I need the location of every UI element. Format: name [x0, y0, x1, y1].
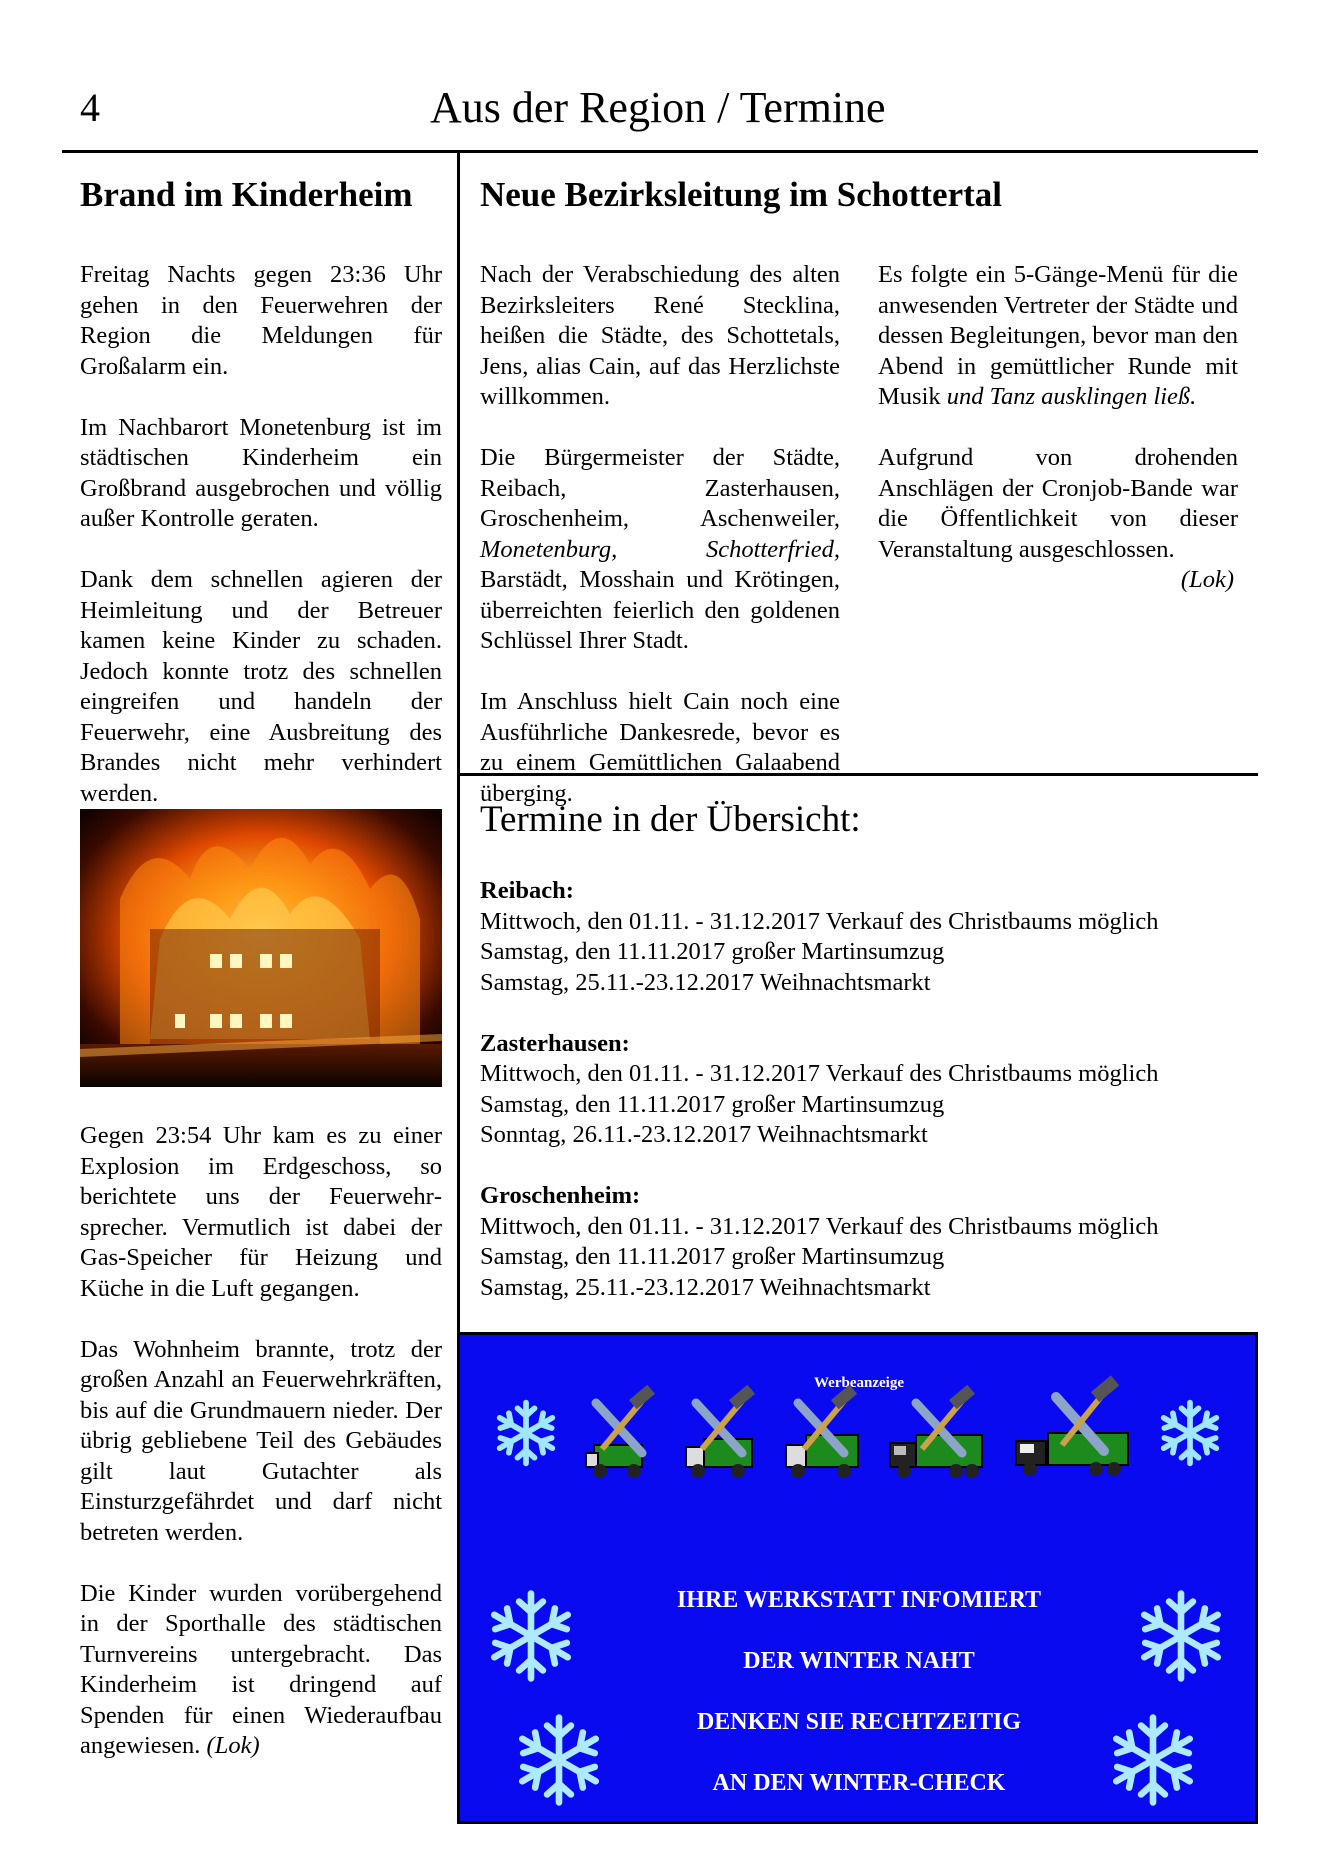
event-item: Mittwoch, den 01.11. - 31.12.2017 Verkauf des Christbaums möglich	[480, 1060, 1159, 1087]
advertisement-box	[460, 1335, 1258, 1824]
article-paragraph: Im Nachbarort Monetenburg ist im städtischen Kinderheim ein Großbrand ausgebrochen und völlig außer Kontrolle geraten.	[80, 413, 442, 532]
event-item: Samstag, 25.11.-23.12.2017 Weihnachtsmarkt	[480, 1273, 931, 1301]
town-name: Groschenheim:	[480, 1182, 641, 1209]
article-paragraph: Es folgte ein 5-Gänge-Menü für die anwesenden Vertreter der Städte und dessen Begleitungen, bevor man den Abend in gemüttlicher Runde mit Musik und Tanz ausklingen ließ.	[878, 261, 1238, 410]
ad-text-line: IHRE WERKSTATT INFOMIERT	[676, 1587, 1042, 1613]
article-signature: (Lok)	[206, 1732, 260, 1759]
snowflake-icon	[1152, 1395, 1228, 1471]
article-fire-body-continued	[80, 1121, 442, 1762]
event-item: Mittwoch, den 01.11. - 31.12.2017 Verkauf des Christbaums möglich	[480, 1212, 1159, 1240]
header-rule	[62, 150, 1258, 153]
termine-title: Termine in der Übersicht:	[480, 799, 861, 840]
wrench-hammer-truck-icon	[782, 1383, 862, 1483]
town-block-zasterhausen	[480, 1029, 1238, 1151]
event-item: Samstag, den 11.11.2017 großer Martinsumzug	[480, 1243, 945, 1270]
article-bezirk-body	[480, 260, 1238, 820]
wrench-hammer-truck-icon	[1012, 1375, 1132, 1483]
ad-text-line: DENKEN SIE RECHTZEITIG	[696, 1709, 1022, 1735]
town-name: Zasterhausen:	[480, 1029, 630, 1057]
article-paragraph: Gegen 23:54 Uhr kam es zu einer Explosion im Erdgeschoss, so berichtete uns der Feuerwehrsprecher. Vermutlich ist dabei der Gas-Speicher für Heizung und Küche in die Luft gegangen.	[80, 1122, 442, 1302]
ad-label: Werbeanzeige	[814, 1375, 904, 1391]
article-paragraph: Die Bürgermeister der Städte, Reibach, Zasterhausen, Groschenheim, Aschenweiler, Monetenburg, Schotterfried, Barstädt, Mosshain und Krötingen, überreichten feierlich den goldenen Schlüssel Ihrer Stadt.	[480, 444, 840, 654]
article-paragraph: Nach der Verabschiedung des alten Bezirksleiters René Stecklina, heißen die Städte, des Schottetals, Jens, alias Cain, auf das Herzlichste willkommen.	[480, 261, 840, 410]
article-fire-body	[80, 260, 442, 809]
article-paragraph: Freitag Nachts gegen 23:36 Uhr gehen in den Feuerwehren der Region die Meldungen für Großalarm ein.	[80, 261, 442, 380]
event-item: Samstag, 25.11.-23.12.2017 Weihnachtsmarkt	[480, 968, 931, 996]
event-item: Sonntag, 26.11.-23.12.2017 Weihnachtsmarkt	[480, 1121, 928, 1148]
article-signature: (Lok)	[1180, 566, 1234, 593]
event-item: Samstag, den 11.11.2017 großer Martinsumzug	[480, 938, 945, 965]
ad-border-right	[1255, 1335, 1258, 1824]
wrench-hammer-truck-icon	[582, 1383, 658, 1483]
article-paragraph: Aufgrund von drohenden Anschlägen der Cronjob-Bande war die Öffentlichkeit von dieser Veranstaltung ausgeschlossen.	[878, 444, 1238, 563]
page-number: 4	[80, 85, 100, 130]
article-paragraph: Das Wohnheim brannte, trotz der großen Anzahl an Feuerwehrkräften, bis auf die Grundmauern nieder. Der übrig gebliebene Teil des Gebäudes gilt laut Gutachter als Einsturzgefährdet und darf nicht betreten werden.	[80, 1335, 442, 1546]
town-block-groschenheim	[480, 1181, 1238, 1303]
article-bezirk-headline: Neue Bezirksleitung im Schottertal	[480, 175, 1002, 214]
wrench-hammer-truck-icon	[886, 1383, 986, 1483]
event-item: Samstag, den 11.11.2017 großer Martinsumzug	[480, 1090, 945, 1118]
event-item: Mittwoch, den 01.11. - 31.12.2017 Verkauf des Christbaums möglich	[480, 907, 1159, 935]
termine-section	[480, 798, 1238, 1334]
article-bezirk	[480, 172, 1238, 820]
article-paragraph: Im Anschluss hielt Cain noch eine Ausführliche Dankesrede, bevor es zu einem Gemüttlichen Galaabend überging.	[480, 688, 840, 807]
ad-text-line: AN DEN WINTER-CHECK	[712, 1770, 1006, 1796]
page-title: Aus der Region / Termine	[430, 83, 886, 132]
wrench-hammer-truck-icon	[682, 1383, 758, 1483]
article-paragraph: Die Kinder wurden vorübergehend in der Sporthalle des städtischen Turnvereins untergebracht. Das Kinderheim ist dringend auf Spenden für einen Wiederaufbau angewiesen. (Lok)	[80, 1579, 442, 1759]
snowflake-icon	[488, 1395, 564, 1471]
town-block-reibach	[480, 876, 1238, 998]
article-fire-headline: Brand im Kinderheim	[80, 175, 413, 214]
article-fire	[80, 172, 442, 1762]
ad-border-bottom	[457, 1821, 1258, 1824]
town-name: Reibach:	[480, 877, 574, 904]
burning-building-photo	[80, 809, 442, 1087]
article-paragraph: Dank dem schnellen agieren der Heimleitung und der Betreuer kamen keine Kinder zu schaden. Jedoch konnte trotz des schnellen eingreifen und handeln der Feuerwehr, eine Ausbreitung des Brandes nicht mehr verhindert werden.	[80, 566, 442, 807]
ad-text-line: DER WINTER NAHT	[743, 1648, 975, 1674]
